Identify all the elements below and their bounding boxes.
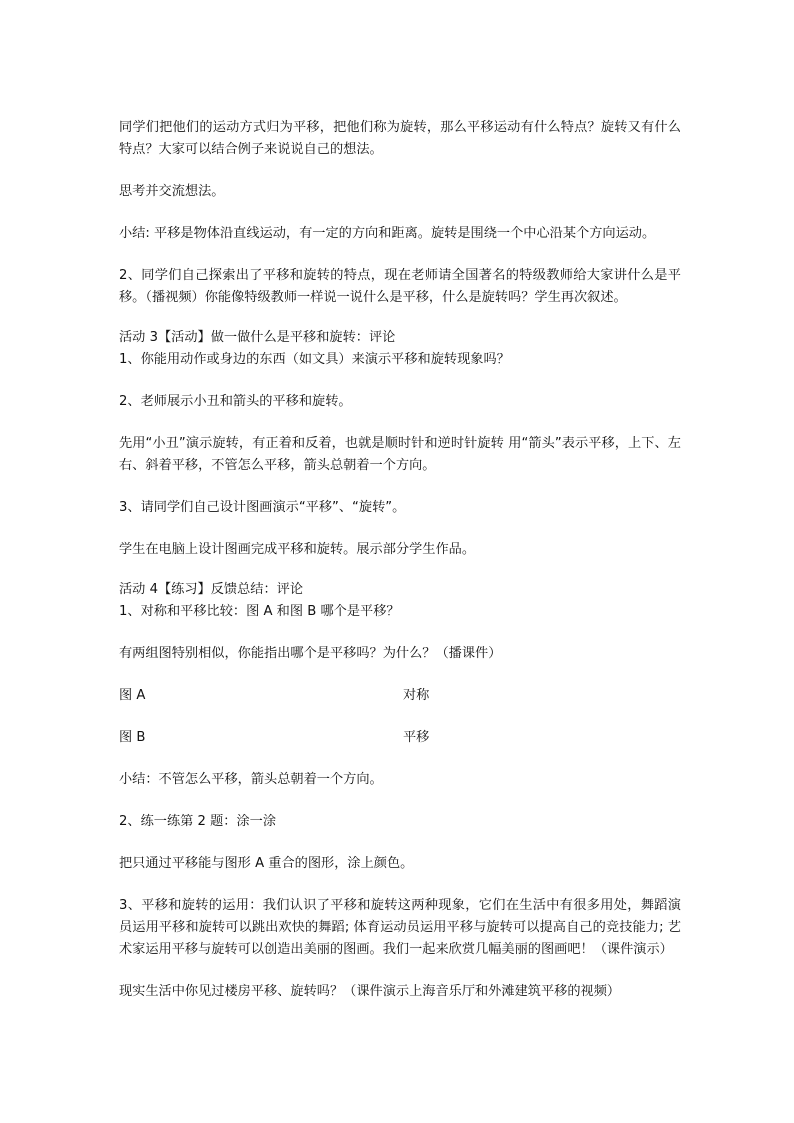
figure-b-label: 图 B [119,730,146,745]
summary-paragraph: 小结: 平移是物体沿直线运动，有一定的方向和距离。旋转是围绕一个中心沿某个方向运动。 [119,226,656,241]
question: 2、练一练第 2 题：涂一涂 [119,814,277,829]
paragraph: 现实生活中你见过楼房平移、旋转吗？（课件演示上海音乐厅和外滩建筑平移的视频） [119,984,621,999]
paragraph: 2、同学们自己探索出了平移和旋转的特点，现在老师请全国著名的特级教师给大家讲什么是平移。（播视频）你能像特级教师一样说一说什么是平移，什么是旋转吗？学生再次叙述。 [119,268,681,305]
paragraph: 思考并交流想法。 [119,184,225,199]
figure-b-value: 平移 [403,730,430,745]
figure-b-row [119,727,681,749]
figure-a-row [119,685,681,707]
figure-a-label: 图 A [119,688,146,703]
activity-4-heading: 活动 4【练习】反馈总结：评论 [119,582,304,597]
paragraph: 把只通过平移能与图形 A 重合的图形，涂上颜色。 [119,856,414,871]
paragraph: 学生在电脑上设计图画完成平移和旋转。展示部分学生作品。 [119,542,476,557]
question: 3、请同学们自己设计图画演示“平移”、“旋转”。 [119,500,406,515]
activity-3-heading: 活动 3【活动】做一做什么是平移和旋转：评论 [119,330,396,345]
question: 2、老师展示小丑和箭头的平移和旋转。 [119,394,352,409]
paragraph: 同学们把他们的运动方式归为平移，把他们称为旋转，那么平移运动有什么特点？旋转又有什么特点？大家可以结合例子来说说自己的想法。 [119,120,681,157]
question: 1、对称和平移比较：图 A 和图 B 哪个是平移？ [119,604,400,619]
question: 1、你能用动作或身边的东西（如文具）来演示平移和旋转现象吗？ [119,352,510,367]
question: 3、平移和旋转的运用：我们认识了平移和旋转这两种现象，它们在生活中有很多用处，舞蹈演员运用平移和旋转可以跳出欢快的舞蹈; 体育运动员运用平移与旋转可以提高自己的竞技能力; 艺术家运用平移与旋转可以创造出美丽的图画。我们一起来欣赏几幅美丽的图画吧！（课件演示） [119,898,681,957]
figure-a-value: 对称 [403,688,430,703]
paragraph: 有两组图特别相似，你能指出哪个是平移吗？为什么？（播课件） [119,646,502,661]
summary-paragraph: 小结：不管怎么平移，箭头总朝着一个方向。 [119,772,383,787]
document-body [119,117,681,1003]
paragraph: 先用“小丑”演示旋转，有正着和反着，也就是顺时针和逆时针旋转 用“箭头”表示平移，上下、左右、斜着平移，不管怎么平移，箭头总朝着一个方向。 [119,436,681,473]
